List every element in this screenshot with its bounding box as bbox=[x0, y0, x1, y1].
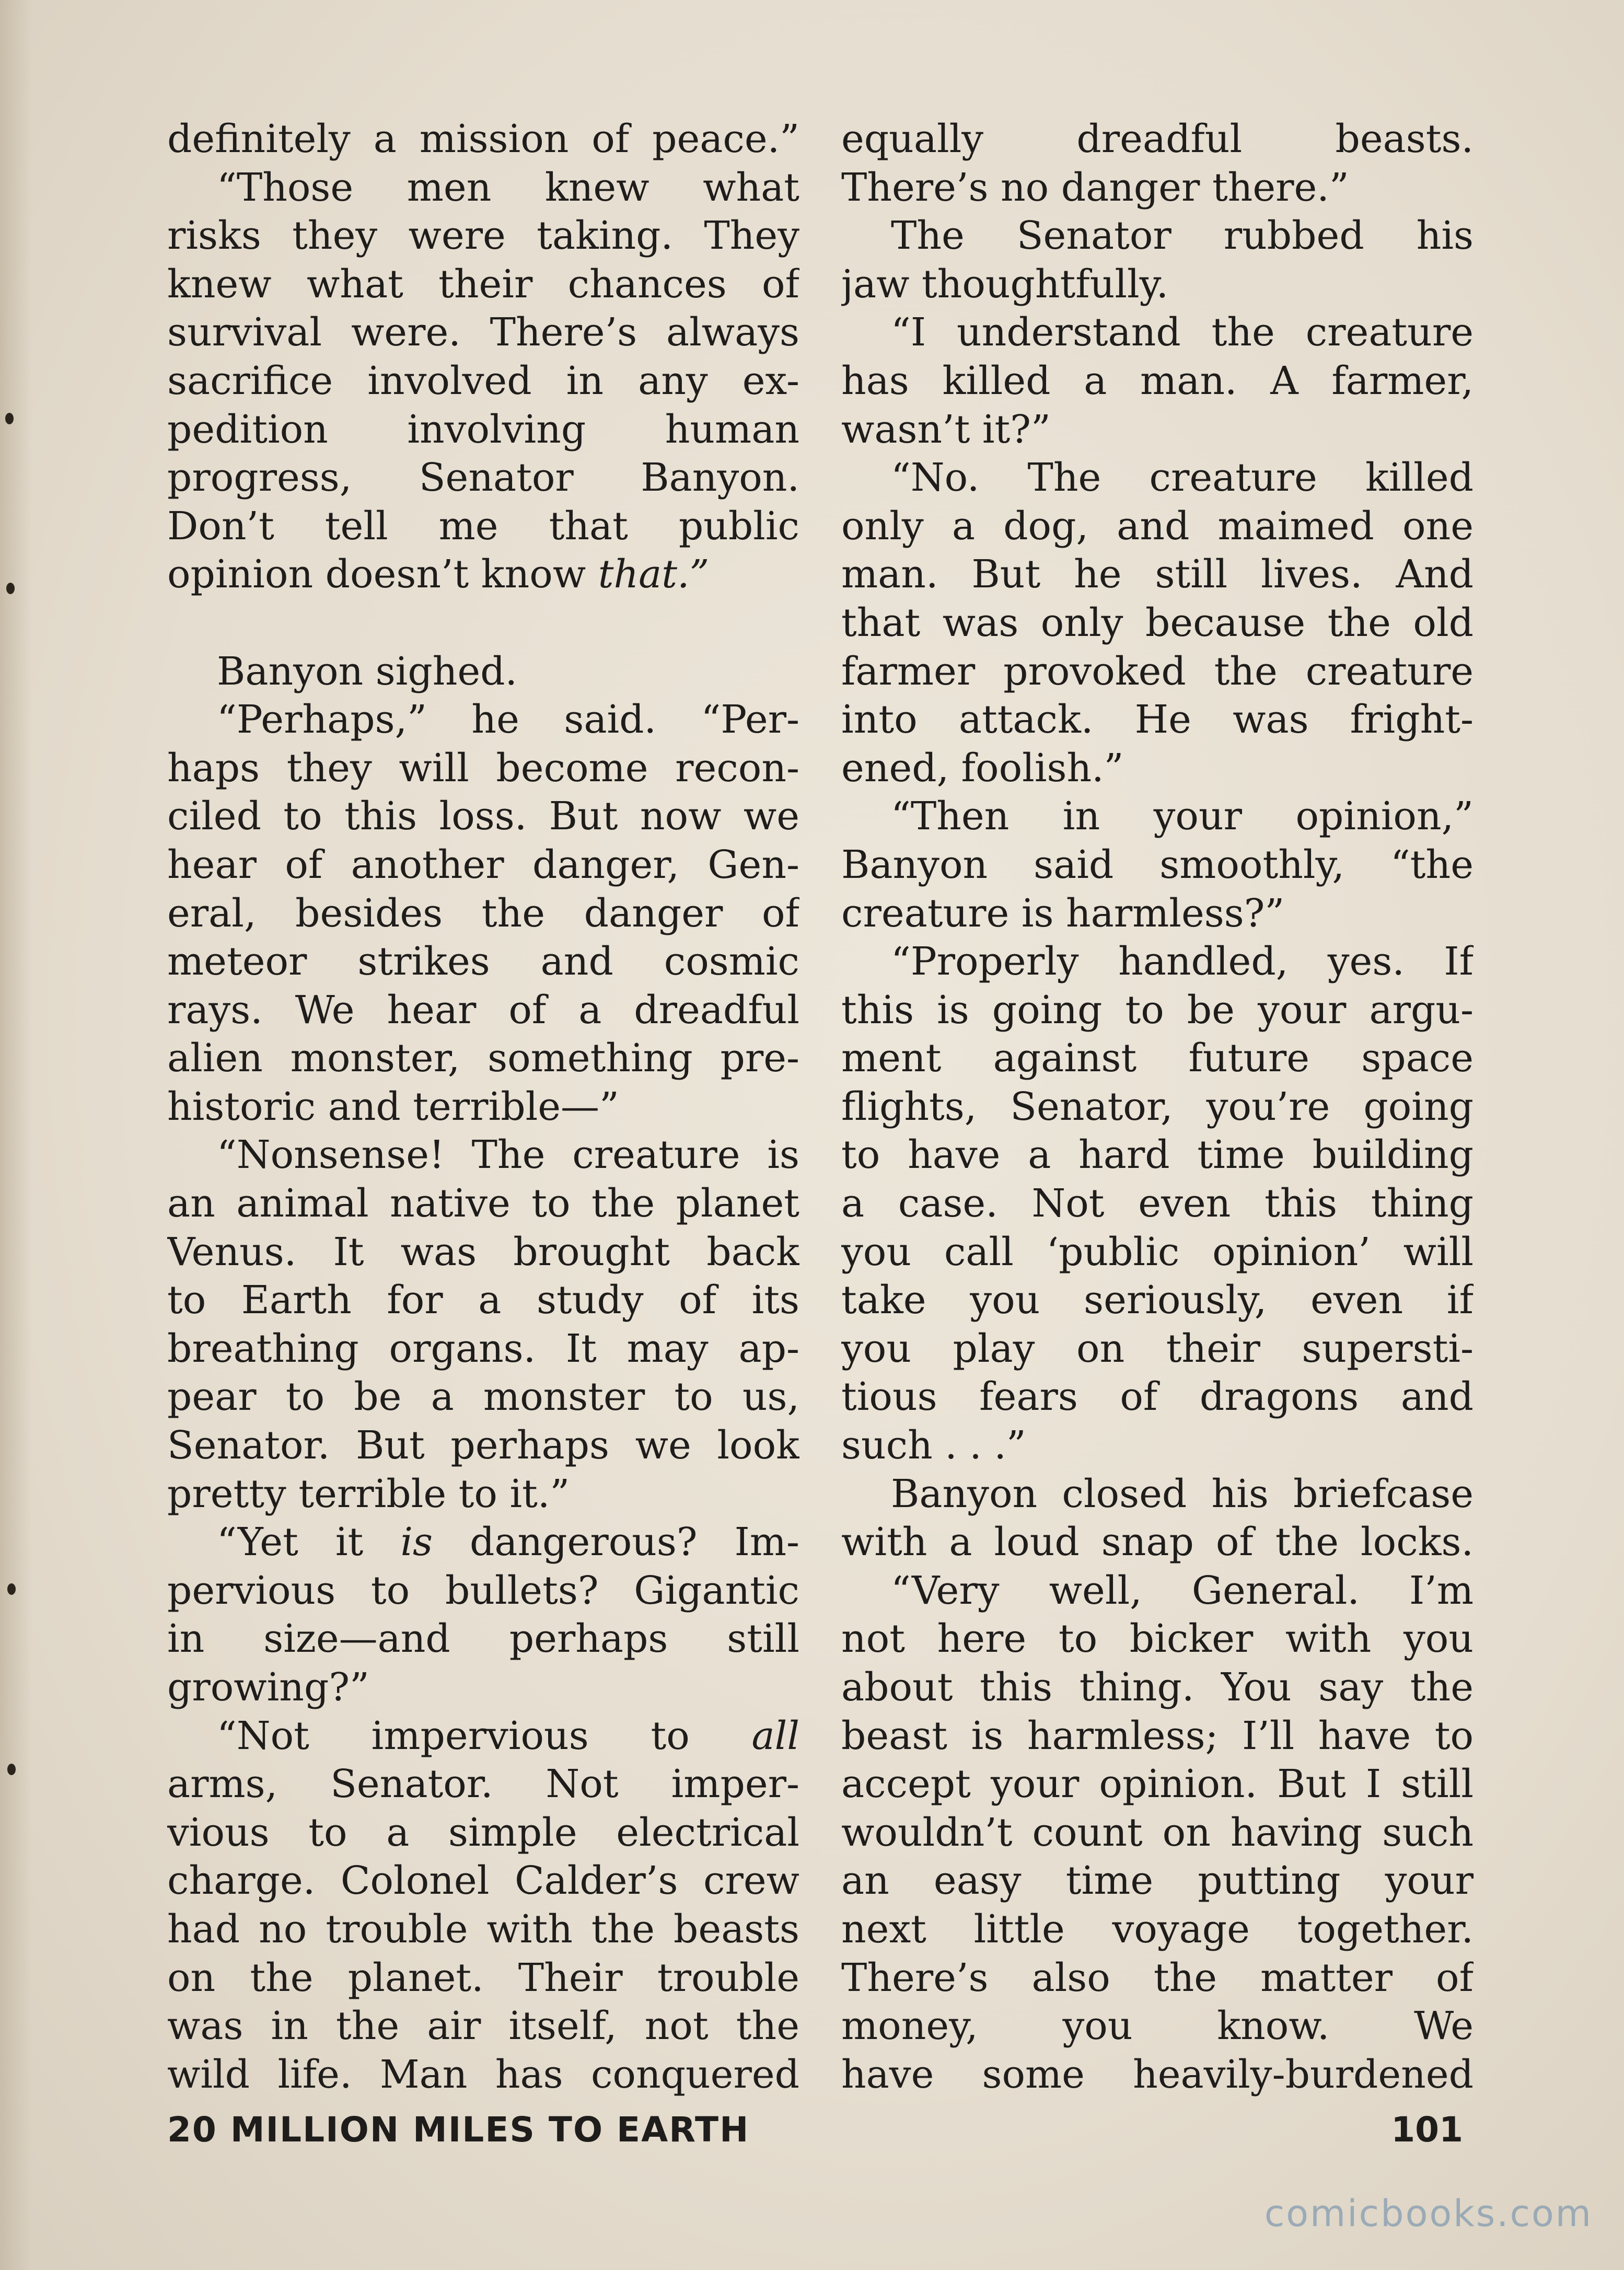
text-line: only a dog, and maimed one bbox=[841, 503, 1474, 549]
text-line: historic and terrible—” bbox=[167, 1084, 619, 1129]
binding-hole bbox=[5, 413, 14, 424]
text-line: a case. Not even this thing bbox=[841, 1181, 1474, 1226]
text-line: ened, foolish.” bbox=[841, 745, 1124, 791]
text-line: charge. Colonel Calder’s crew bbox=[167, 1858, 799, 1904]
text-line: ciled to this loss. But now we bbox=[167, 794, 799, 839]
text-line: not here to bicker with you bbox=[841, 1616, 1474, 1662]
text-line: Don’t tell me that public bbox=[167, 503, 799, 549]
text-line: “No. The creature killed bbox=[891, 455, 1474, 501]
text-line: rays. We hear of a dreadful bbox=[167, 987, 799, 1033]
right-text-column bbox=[841, 115, 1474, 2099]
text-line: Senator. But perhaps we look bbox=[167, 1423, 799, 1468]
text-line: in size—and perhaps still bbox=[167, 1616, 799, 1662]
text-line: farmer provoked the creature bbox=[841, 648, 1474, 694]
text-line: sacrifice involved in any ex- bbox=[167, 358, 799, 403]
text-line: pedition involving human bbox=[167, 407, 799, 452]
text-line: hear of another danger, Gen- bbox=[167, 842, 799, 887]
text-line: next little voyage together. bbox=[841, 1906, 1474, 1952]
text-line: wasn’t it?” bbox=[841, 407, 1051, 452]
text-line: about this thing. You say the bbox=[841, 1665, 1474, 1710]
text-line: such . . .” bbox=[841, 1423, 1026, 1468]
text-line: into attack. He was fright- bbox=[841, 697, 1474, 743]
text-line: creature is harmless?” bbox=[841, 890, 1285, 936]
text-line: equally dreadful beasts. bbox=[841, 117, 1474, 161]
text-line: “Yet it is dangerous? Im- bbox=[217, 1520, 799, 1565]
text-line: knew what their chances of bbox=[167, 261, 799, 307]
text-line: alien monster, something pre- bbox=[167, 1036, 799, 1081]
text-line: survival were. There’s always bbox=[167, 310, 799, 355]
text-line: Banyon closed his briefcase bbox=[891, 1471, 1474, 1516]
text-line: to Earth for a study of its bbox=[167, 1278, 799, 1323]
text-line: money, you know. We bbox=[841, 2003, 1474, 2049]
text-line: to have a hard time building bbox=[841, 1132, 1474, 1178]
text-line: “Nonsense! The creature is bbox=[217, 1132, 799, 1178]
text-line: breathing organs. It may ap- bbox=[167, 1326, 799, 1371]
text-line: There’s no danger there.” bbox=[841, 165, 1349, 210]
text-line: Banyon sighed. bbox=[217, 648, 518, 694]
text-line: “Very well, General. I’m bbox=[891, 1568, 1474, 1613]
spine-shadow bbox=[0, 0, 31, 2270]
text-line: you play on their supersti- bbox=[841, 1326, 1474, 1371]
text-line: eral, besides the danger of bbox=[167, 890, 799, 936]
paragraph-gap bbox=[167, 599, 799, 647]
text-line: you call ‘public opinion’ will bbox=[841, 1229, 1474, 1275]
text-line: an easy time putting your bbox=[841, 1858, 1474, 1904]
text-line: was in the air itself, not the bbox=[167, 2003, 799, 2049]
text-line: pretty terrible to it.” bbox=[167, 1471, 570, 1516]
text-line: risks they were taking. They bbox=[167, 213, 799, 259]
text-line: “Properly handled, yes. If bbox=[891, 939, 1474, 985]
text-line: growing?” bbox=[167, 1665, 369, 1710]
text-line: had no trouble with the beasts bbox=[167, 1906, 799, 1952]
text-line: man. But he still lives. And bbox=[841, 552, 1474, 597]
left-text-column bbox=[167, 115, 799, 2099]
text-line: an animal native to the planet bbox=[167, 1181, 799, 1226]
binding-hole bbox=[7, 1764, 16, 1775]
text-line: flights, Senator, you’re going bbox=[841, 1084, 1474, 1129]
text-line: wild life. Man has conquered bbox=[167, 2052, 799, 2097]
text-line: this is going to be your argu- bbox=[841, 987, 1474, 1033]
text-line: There’s also the matter of bbox=[841, 1955, 1474, 2000]
text-line: Banyon said smoothly, “the bbox=[841, 842, 1474, 887]
binding-hole bbox=[6, 583, 15, 594]
text-line: has killed a man. A farmer, bbox=[841, 358, 1474, 403]
text-line: vious to a simple electrical bbox=[167, 1810, 799, 1855]
text-line: “Not impervious to all bbox=[217, 1713, 799, 1758]
text-line: take you seriously, even if bbox=[841, 1278, 1474, 1323]
text-line: Venus. It was brought back bbox=[167, 1229, 799, 1275]
text-line: “Those men knew what bbox=[217, 165, 799, 210]
text-line: progress, Senator Banyon. bbox=[167, 455, 799, 501]
page-footer bbox=[167, 2109, 1463, 2151]
text-line: that was only because the old bbox=[841, 600, 1474, 645]
binding-hole bbox=[7, 1583, 16, 1595]
text-line: “Then in your opinion,” bbox=[891, 794, 1474, 839]
text-line: haps they will become recon- bbox=[167, 745, 799, 791]
text-line: jaw thoughtfully. bbox=[841, 261, 1169, 307]
running-title: 20 MILLION MILES TO EARTH bbox=[167, 2110, 750, 2150]
text-line: have some heavily-burdened bbox=[841, 2052, 1474, 2097]
text-line: definitely a mission of peace.” bbox=[167, 117, 799, 161]
text-line: accept your opinion. But I still bbox=[841, 1762, 1474, 1807]
text-line: on the planet. Their trouble bbox=[167, 1955, 799, 2000]
text-line: opinion doesn’t know that.” bbox=[167, 552, 710, 597]
text-line: arms, Senator. Not imper- bbox=[167, 1762, 799, 1807]
text-line: “I understand the creature bbox=[891, 310, 1474, 355]
text-line: The Senator rubbed his bbox=[891, 213, 1474, 259]
text-line: tious fears of dragons and bbox=[841, 1374, 1474, 1420]
text-line: meteor strikes and cosmic bbox=[167, 939, 799, 985]
text-line: pervious to bullets? Gigantic bbox=[167, 1568, 799, 1613]
text-line: pear to be a monster to us, bbox=[167, 1374, 799, 1420]
text-line: with a loud snap of the locks. bbox=[841, 1520, 1474, 1565]
text-line: wouldn’t count on having such bbox=[841, 1810, 1474, 1855]
text-line: “Perhaps,” he said. “Per- bbox=[217, 697, 799, 743]
text-line: ment against future space bbox=[841, 1036, 1474, 1081]
page-number: 101 bbox=[1391, 2110, 1463, 2150]
text-line: beast is harmless; I’ll have to bbox=[841, 1713, 1474, 1758]
site-watermark: comicbooks.com bbox=[1264, 2192, 1593, 2235]
